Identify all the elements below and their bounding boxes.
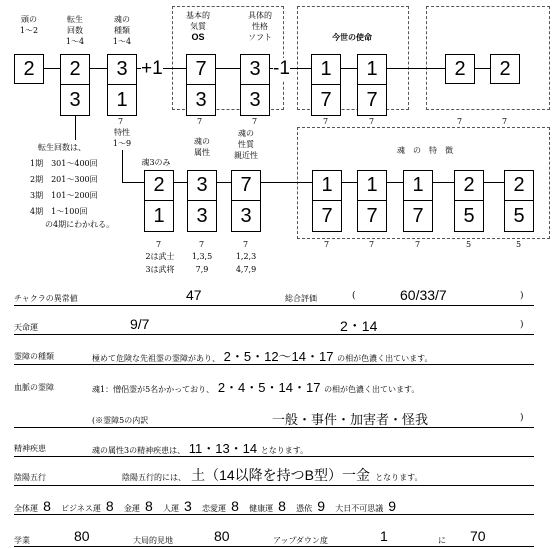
mid-num-9: 5 [516, 240, 522, 249]
seishin-label: 精神疾患 [14, 444, 46, 453]
mid-num-8: 5 [466, 240, 472, 249]
plus-op: +1 [141, 58, 163, 79]
reincarnation-pointer [75, 116, 76, 140]
fortune-item: 健康運 8 [249, 498, 286, 514]
fortunes-underline [14, 514, 534, 515]
os-box: 7 3 [186, 54, 216, 116]
breakdown-label: (※霊障5の内訳 [92, 416, 149, 425]
seven-3: 7 [252, 117, 258, 126]
reincarnation-box: 2 3 [60, 54, 90, 116]
inyo-underline [14, 485, 534, 486]
reincarnation-label: 転生 回数 1～4 [65, 15, 85, 46]
reishou-label: 霊障の種類 [14, 352, 54, 361]
characteristic-pointer-h [122, 182, 144, 183]
mission-box-2: 2 [490, 54, 520, 84]
breakdown-close-paren: ) [520, 413, 524, 423]
reincarnation-note-title: 転生回数は、 [38, 143, 86, 152]
tenmei-underline [14, 334, 534, 335]
taikyoku-value: 80 [214, 528, 230, 544]
reincarnation-note-line-1: 1期 301～400回 [30, 159, 98, 168]
inyo-text-2: となります。 [375, 473, 423, 482]
soul-type-label: 魂の 種類 1～4 [112, 15, 132, 46]
seishin-nums: 11・13・14 [188, 441, 258, 456]
head-label: 頭の 1～2 [19, 15, 39, 35]
seven-1: 7 [118, 117, 124, 126]
concrete-personality-label: 具体的 性格 ソフト [248, 11, 272, 42]
gakugyou-value: 80 [74, 528, 90, 544]
characteristic-pointer [122, 150, 123, 182]
seven-6: 7 [457, 117, 463, 126]
updown-label: アップダウン度 [273, 536, 328, 545]
fortunes-row [14, 496, 544, 515]
seven-4: 7 [323, 117, 329, 126]
chakra-value: 47 [186, 287, 202, 303]
feature-box-4: 2 5 [454, 170, 484, 232]
tenmei-label: 天命運 [14, 323, 38, 332]
overall-label: 総合評価 [285, 294, 317, 303]
reincarnation-note-line-3: 3期 101～200回 [30, 191, 98, 200]
fortune-item: 全体運 8 [14, 498, 51, 514]
ketsumyaku-label: 血脈の霊障 [14, 383, 54, 392]
feature-box-2: 1 7 [357, 170, 387, 232]
minus-op: -1 [273, 58, 290, 79]
inyo-text-1: 陰陽五行的には、 [122, 473, 186, 482]
updown-value-1: 1 [380, 528, 388, 544]
fortune-item: 金運 8 [123, 498, 153, 514]
seven-7: 7 [502, 117, 508, 126]
soft-box: 3 3 [240, 54, 270, 116]
feature-box-1: 1 7 [312, 170, 342, 232]
ketsumyaku-sentence [92, 377, 419, 396]
legend-a: 2は武士 3は武将 [145, 252, 175, 274]
characteristic-label: 特性 1～9 [112, 128, 132, 148]
soul-only-label: 魂3のみ [141, 158, 171, 167]
seishin-text-2: となります。 [260, 446, 309, 455]
tenmei-value-1: 9/7 [130, 316, 150, 332]
head-box: 2 [14, 54, 44, 84]
ketsumyaku-text-1: 魂1：憎侶霊が5名かかっており、 [92, 385, 215, 394]
fortune-item: ビジネス運 8 [61, 498, 114, 514]
soul-attribute-box: 3 3 [187, 170, 217, 232]
legend-c: 1,2,3 4,7,9 [235, 252, 257, 274]
seishin-text-1: 魂の属性3の精神疾患は、 [92, 446, 186, 455]
reishou-text-2: の相が色濃く出ています。 [337, 354, 433, 363]
seven-5: 7 [369, 117, 375, 126]
soul-attribute-label: 魂の 属性 [194, 137, 210, 157]
seven-2: 7 [197, 117, 203, 126]
inyo-label: 陰陽五行 [14, 473, 46, 482]
seishin-sentence [92, 438, 308, 457]
breakdown-underline [14, 427, 534, 428]
result-box-2: 1 7 [357, 54, 387, 116]
fortune-item: 大日不可思議 9 [335, 498, 397, 514]
mid-num-2: 7 [199, 240, 205, 249]
inyo-sentence [122, 465, 422, 485]
basic-temperament-label: 基本的 気質 OS [186, 11, 210, 42]
reishou-nums: 2・5・12～14・17 [223, 349, 334, 364]
mid-num-3: 7 [243, 240, 249, 249]
overall-close-paren: ) [520, 291, 524, 301]
reishou-text-1: 極めて危険な先祖霊の霊障があり、 [92, 354, 220, 363]
reincarnation-note-line-2: 2期 201～300回 [30, 175, 98, 184]
ketsumyaku-text-2: の相が色濃く出ています。 [324, 385, 420, 394]
taikyoku-label: 大局的見地 [133, 536, 173, 545]
chakra-underline [14, 305, 534, 306]
soul-type-box: 3 1 [107, 54, 137, 116]
fortune-item: 人運 3 [162, 498, 192, 514]
reishou-sentence [92, 346, 432, 365]
last-underline [14, 546, 534, 547]
fortune-item: 恋愛運 8 [202, 498, 239, 514]
feature-box-3: 1 7 [403, 170, 433, 232]
chakra-label: チャクラの異常値 [14, 294, 78, 303]
soul-nature-label: 魂の 性質 親近性 [234, 129, 258, 160]
mid-num-1: 7 [156, 240, 162, 249]
reishou-underline [14, 364, 534, 365]
inyo-value: 土（14以降を持つB型）一金 [191, 467, 371, 483]
tenmei-close-paren: ) [520, 320, 524, 330]
mission-box-1: 2 [445, 54, 475, 84]
overall-value: 60/33/7 [400, 287, 447, 303]
overall-open-paren: ( [352, 291, 356, 301]
soul-features-label: 魂 の 特 徴 [397, 146, 453, 155]
seishin-underline [14, 456, 534, 457]
reincarnation-note-line-4: 4期 1～100回 [30, 207, 88, 216]
gakugyou-label: 学業 [14, 536, 30, 545]
result-box-1: 1 7 [311, 54, 341, 116]
reincarnation-note-footer: の4期にわかれる。 [45, 220, 115, 229]
feature-box-5: 2 5 [504, 170, 534, 232]
soul-nature-box: 7 3 [231, 170, 261, 232]
mid-num-5: 7 [369, 240, 375, 249]
updown-sep: に [438, 536, 446, 545]
soul-only-box: 2 1 [144, 170, 174, 232]
mission-label: 今世の使命 [332, 33, 372, 42]
breakdown-value: 一般・事件・加害者・怪我 [272, 412, 429, 427]
tenmei-value-2: 2・14 [340, 318, 378, 334]
ketsumyaku-nums: 2・4・5・14・17 [217, 380, 321, 395]
mid-num-4: 7 [324, 240, 330, 249]
mid-num-6: 7 [415, 240, 421, 249]
legend-b: 1,3,5 7,9 [191, 252, 213, 274]
updown-value-2: 70 [470, 528, 486, 544]
fortune-item: 憑依 9 [296, 498, 326, 514]
